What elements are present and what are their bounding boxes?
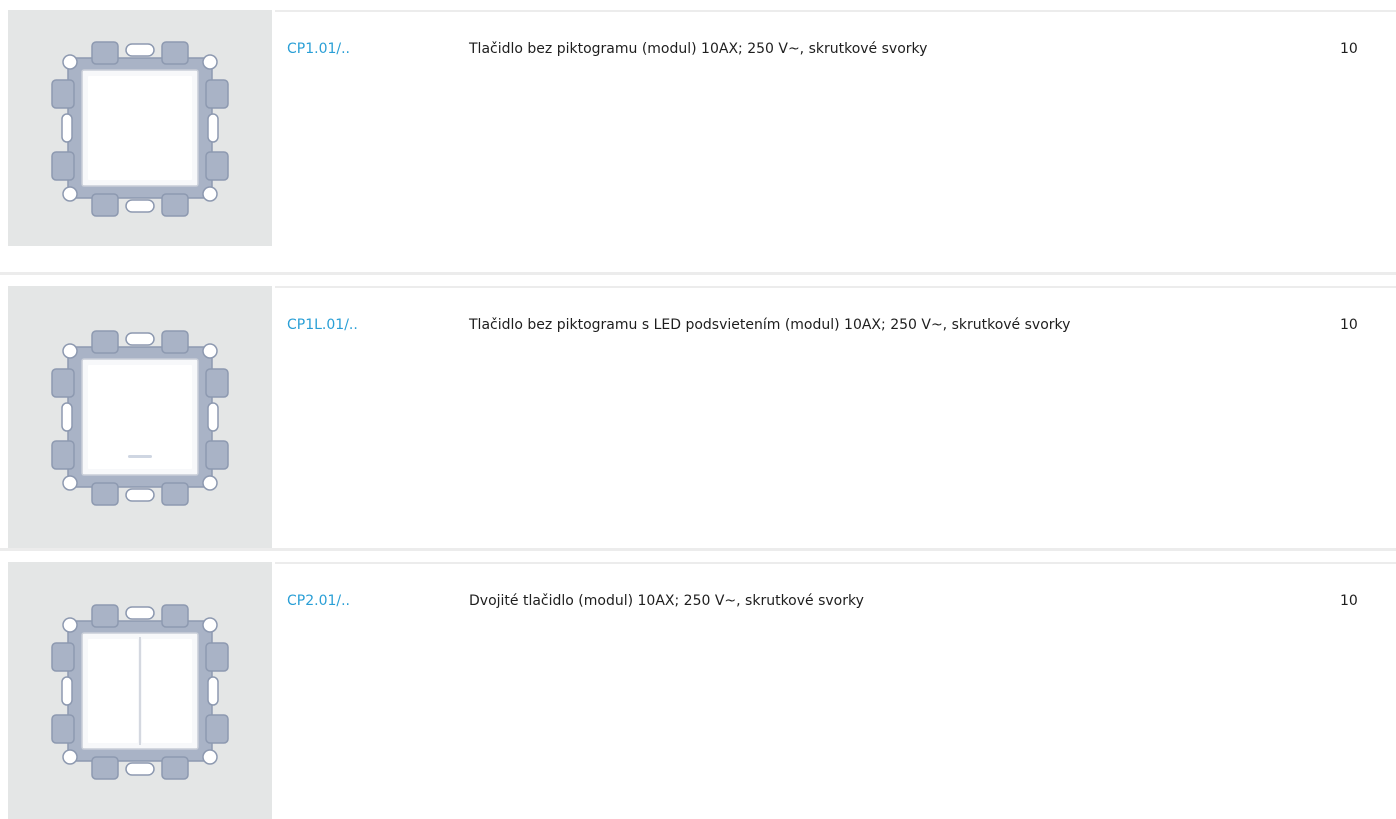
product-row — [0, 10, 1396, 272]
led-indicator-icon — [128, 455, 152, 458]
product-description: Dvojité tlačidlo (modul) 10AX; 250 V~, skrutkové svorky — [469, 593, 864, 609]
single-button-led-module-icon — [40, 317, 240, 517]
product-code[interactable]: CP2.01/.. — [287, 593, 351, 609]
row-divider — [275, 10, 1396, 12]
product-image — [8, 286, 272, 548]
product-image — [8, 562, 272, 819]
row-divider — [275, 286, 1396, 288]
product-description: Tlačidlo bez piktogramu s LED podsvietením (modul) 10AX; 250 V~, skrutkové svorky — [469, 317, 1071, 333]
product-image — [8, 10, 272, 246]
single-button-module-icon — [40, 28, 240, 228]
product-row — [0, 562, 1396, 819]
product-quantity: 10 — [1340, 317, 1358, 333]
product-code[interactable]: CP1.01/.. — [287, 41, 351, 57]
row-divider — [0, 548, 1396, 551]
product-quantity: 10 — [1340, 593, 1358, 609]
double-button-module-icon — [40, 591, 240, 791]
product-row — [0, 286, 1396, 548]
product-description: Tlačidlo bez piktogramu (modul) 10AX; 250 V~, skrutkové svorky — [469, 41, 928, 57]
row-divider — [275, 562, 1396, 564]
row-divider — [0, 272, 1396, 275]
product-quantity: 10 — [1340, 41, 1358, 57]
product-code[interactable]: CP1L.01/.. — [287, 317, 358, 333]
